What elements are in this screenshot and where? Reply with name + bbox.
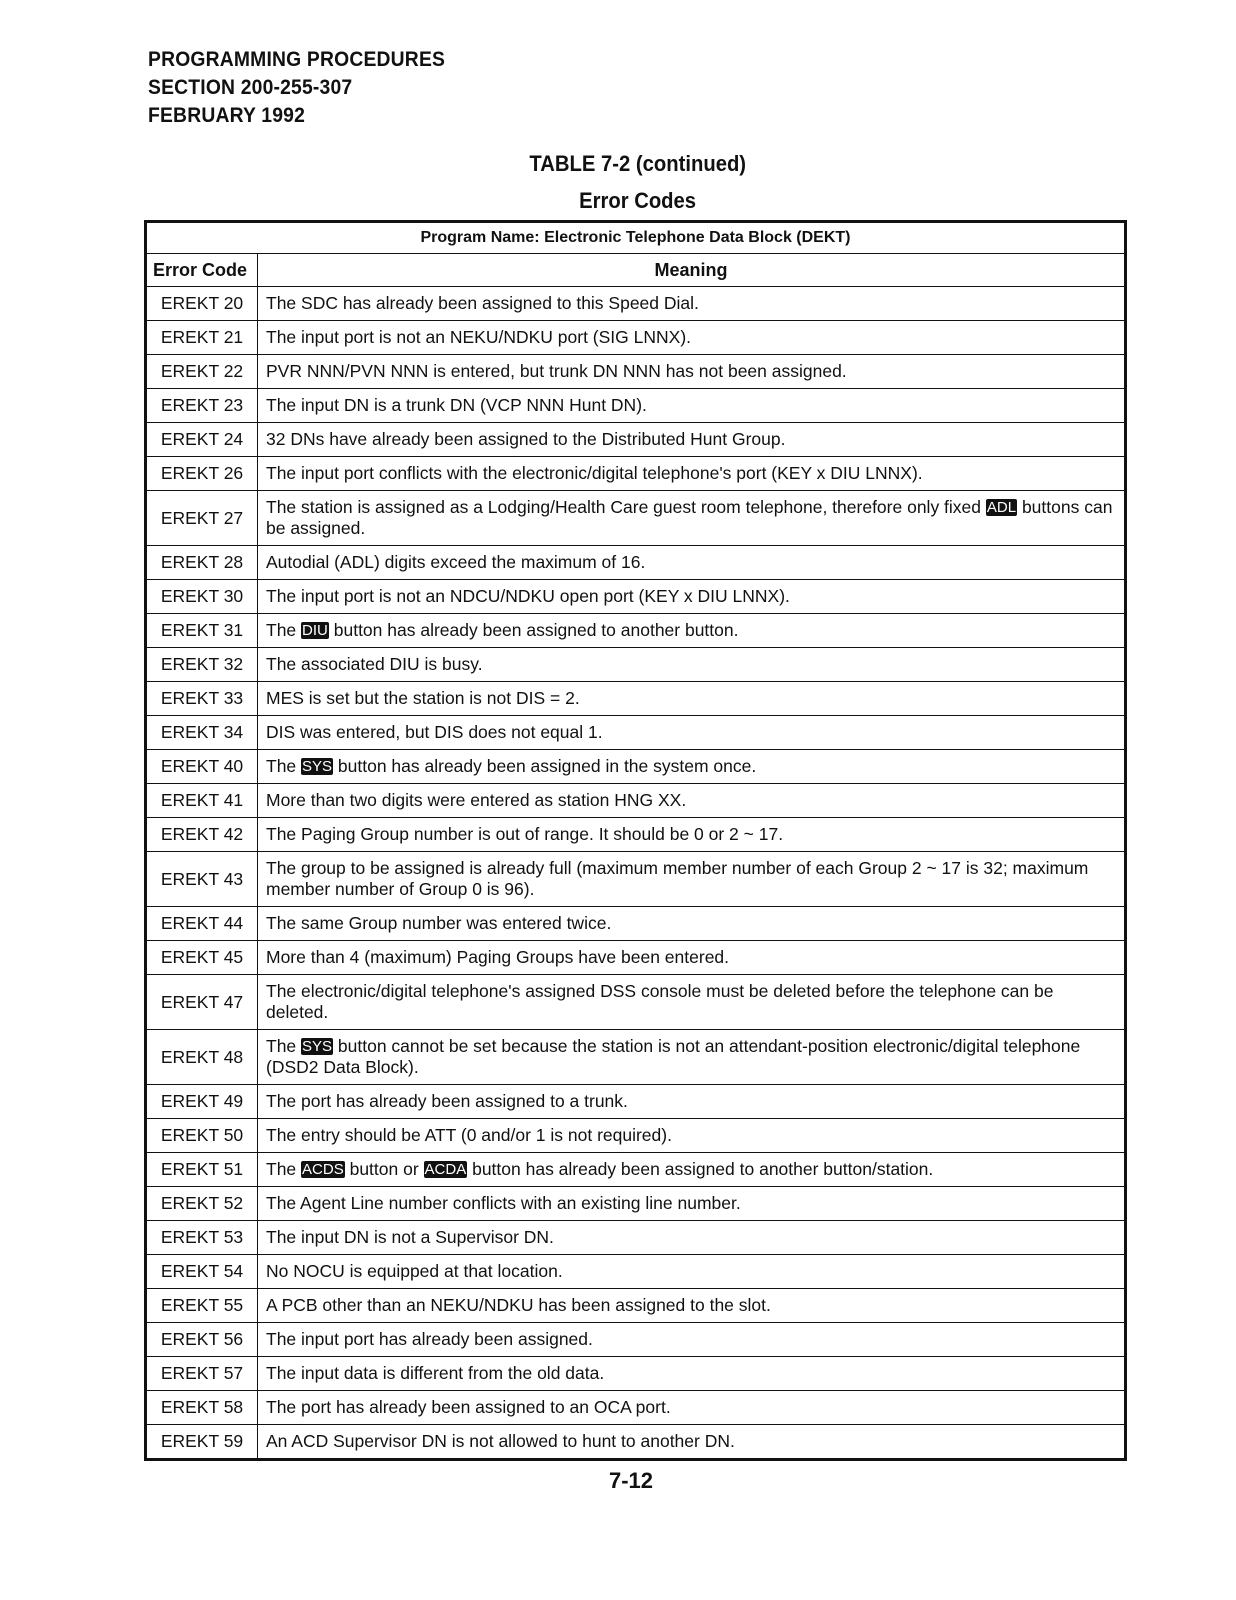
table-row [146, 852, 1126, 907]
table-row [146, 614, 1126, 648]
meaning-text: The input DN is a trunk DN (VCP NNN Hunt DN). [266, 395, 647, 415]
meaning-cell [258, 546, 1126, 580]
error-code-cell: EREKT 53 [146, 1221, 258, 1255]
table-row [146, 648, 1126, 682]
error-code-cell: EREKT 41 [146, 784, 258, 818]
meaning-cell [258, 1030, 1126, 1085]
error-code-cell: EREKT 44 [146, 907, 258, 941]
table-row [146, 750, 1126, 784]
meaning-text: The entry should be ATT (0 and/or 1 is not required). [266, 1125, 672, 1145]
error-code-cell: EREKT 50 [146, 1119, 258, 1153]
table-row [146, 682, 1126, 716]
meaning-text: The [266, 1036, 302, 1056]
table-row [146, 907, 1126, 941]
meaning-text: 32 DNs have already been assigned to the Distributed Hunt Group. [266, 429, 786, 449]
meaning-text: The input port has already been assigned. [266, 1329, 593, 1349]
meaning-text: An ACD Supervisor DN is not allowed to hunt to another DN. [266, 1431, 735, 1451]
meaning-cell [258, 423, 1126, 457]
meaning-cell [258, 941, 1126, 975]
error-code-cell: EREKT 24 [146, 423, 258, 457]
page-header [148, 46, 445, 130]
meaning-cell [258, 1425, 1126, 1460]
meaning-text: The SDC has already been assigned to this Speed Dial. [266, 293, 699, 313]
error-codes-table [144, 220, 1127, 1461]
key-label-sys: SYS [302, 1038, 333, 1055]
meaning-cell [258, 457, 1126, 491]
meaning-text: button has already been assigned to another button/station. [467, 1159, 934, 1179]
table-subtitle: Error Codes [579, 188, 697, 213]
table-row [146, 580, 1126, 614]
meaning-cell [258, 1289, 1126, 1323]
meaning-text: The group to be assigned is already full (maximum member number of each Group 2 ~ 17 is 32; maximum member number of Group 0 is 96). [266, 858, 1089, 899]
meaning-cell [258, 321, 1126, 355]
meaning-cell [258, 682, 1126, 716]
meaning-text: button or [344, 1159, 424, 1179]
table-row [146, 1323, 1126, 1357]
meaning-cell [258, 750, 1126, 784]
table-row [146, 491, 1126, 546]
meaning-cell [258, 1085, 1126, 1119]
meaning-text: The associated DIU is busy. [266, 654, 483, 674]
table-title: TABLE 7-2 (continued) [529, 151, 747, 176]
table-row [146, 1030, 1126, 1085]
table-row [146, 716, 1126, 750]
table-row [146, 321, 1126, 355]
error-code-cell: EREKT 43 [146, 852, 258, 907]
meaning-text: The electronic/digital telephone's assigned DSS console must be deleted before the telephone can be deleted. [266, 981, 1054, 1022]
meaning-cell [258, 818, 1126, 852]
error-code-cell: EREKT 26 [146, 457, 258, 491]
meaning-text: The Agent Line number conflicts with an existing line number. [266, 1193, 741, 1213]
error-code-column-header: Error Code [146, 254, 258, 287]
error-code-cell: EREKT 34 [146, 716, 258, 750]
error-code-cell: EREKT 31 [146, 614, 258, 648]
meaning-cell [258, 1391, 1126, 1425]
meaning-text: PVR NNN/PVN NNN is entered, but trunk DN NNN has not been assigned. [266, 361, 847, 381]
key-label-acds: ACDS [302, 1161, 344, 1178]
meaning-cell [258, 975, 1126, 1030]
error-code-cell: EREKT 54 [146, 1255, 258, 1289]
meaning-cell [258, 580, 1126, 614]
key-label-diu: DIU [302, 622, 328, 639]
meaning-cell [258, 648, 1126, 682]
table-row [146, 784, 1126, 818]
header-line-date: FEBRUARY 1992 [148, 104, 306, 127]
table-row [146, 1289, 1126, 1323]
table-row [146, 941, 1126, 975]
table-row [146, 1119, 1126, 1153]
error-codes-body [146, 287, 1126, 1460]
error-code-cell: EREKT 33 [146, 682, 258, 716]
error-code-cell: EREKT 58 [146, 1391, 258, 1425]
meaning-text: More than two digits were entered as station HNG XX. [266, 790, 687, 810]
meaning-text: A PCB other than an NEKU/NDKU has been assigned to the slot. [266, 1295, 771, 1315]
meaning-text: The input data is different from the old data. [266, 1363, 605, 1383]
table-row [146, 1153, 1126, 1187]
key-label-adl: ADL [986, 499, 1017, 516]
meaning-cell [258, 355, 1126, 389]
meaning-cell [258, 491, 1126, 546]
table-row [146, 975, 1126, 1030]
meaning-text: The port has already been assigned to a trunk. [266, 1091, 628, 1111]
meaning-text: The [266, 620, 302, 640]
error-code-cell: EREKT 59 [146, 1425, 258, 1460]
table-row [146, 389, 1126, 423]
meaning-cell [258, 1357, 1126, 1391]
meaning-text: The same Group number was entered twice. [266, 913, 612, 933]
meaning-cell [258, 907, 1126, 941]
error-code-cell: EREKT 56 [146, 1323, 258, 1357]
meaning-text: The [266, 756, 302, 776]
error-code-cell: EREKT 23 [146, 389, 258, 423]
table-row [146, 355, 1126, 389]
meaning-cell [258, 287, 1126, 321]
column-header-row [146, 254, 1126, 287]
meaning-cell [258, 614, 1126, 648]
meaning-cell [258, 1187, 1126, 1221]
meaning-text: More than 4 (maximum) Paging Groups have been entered. [266, 947, 730, 967]
page-number: 7-12 [608, 1468, 654, 1493]
error-code-cell: EREKT 49 [146, 1085, 258, 1119]
key-label-sys: SYS [302, 758, 333, 775]
table-row [146, 546, 1126, 580]
error-code-cell: EREKT 52 [146, 1187, 258, 1221]
meaning-text: The station is assigned as a Lodging/Health Care guest room telephone, therefore only fixed [266, 497, 986, 517]
meaning-cell [258, 716, 1126, 750]
table-row [146, 1391, 1126, 1425]
error-code-cell: EREKT 20 [146, 287, 258, 321]
meaning-text: The [266, 1159, 302, 1179]
error-code-cell: EREKT 30 [146, 580, 258, 614]
error-code-cell: EREKT 21 [146, 321, 258, 355]
meaning-cell [258, 1255, 1126, 1289]
table-row [146, 1221, 1126, 1255]
program-name-cell: Program Name: Electronic Telephone Data Block (DEKT) [146, 222, 1126, 254]
error-code-cell: EREKT 57 [146, 1357, 258, 1391]
error-code-cell: EREKT 27 [146, 491, 258, 546]
meaning-cell [258, 1221, 1126, 1255]
meaning-text: The Paging Group number is out of range. It should be 0 or 2 ~ 17. [266, 824, 784, 844]
error-code-cell: EREKT 51 [146, 1153, 258, 1187]
error-code-cell: EREKT 48 [146, 1030, 258, 1085]
error-code-cell: EREKT 28 [146, 546, 258, 580]
error-code-cell: EREKT 42 [146, 818, 258, 852]
table-row [146, 1425, 1126, 1460]
meaning-text: MES is set but the station is not DIS = 2. [266, 688, 580, 708]
header-line-section: SECTION 200-255-307 [148, 76, 353, 99]
meaning-cell [258, 784, 1126, 818]
header-line-procedures: PROGRAMMING PROCEDURES [148, 48, 446, 71]
meaning-text: buttons can be assigned. [266, 497, 1113, 538]
meaning-text: button has already been assigned in the system once. [333, 756, 757, 776]
error-code-cell: EREKT 47 [146, 975, 258, 1030]
table-row [146, 1255, 1126, 1289]
table-row [146, 1187, 1126, 1221]
table-row [146, 1085, 1126, 1119]
error-code-cell: EREKT 55 [146, 1289, 258, 1323]
table-row [146, 818, 1126, 852]
error-code-cell: EREKT 32 [146, 648, 258, 682]
error-code-cell: EREKT 45 [146, 941, 258, 975]
program-name-row [146, 222, 1126, 254]
meaning-text: The port has already been assigned to an OCA port. [266, 1397, 671, 1417]
meaning-cell [258, 389, 1126, 423]
table-row [146, 457, 1126, 491]
meaning-cell [258, 1119, 1126, 1153]
meaning-text: button has already been assigned to another button. [328, 620, 739, 640]
error-code-cell: EREKT 40 [146, 750, 258, 784]
error-code-cell: EREKT 22 [146, 355, 258, 389]
key-label-acda: ACDA [424, 1161, 467, 1178]
meaning-cell [258, 852, 1126, 907]
meaning-cell [258, 1153, 1126, 1187]
meaning-text: The input port is not an NEKU/NDKU port (SIG LNNX). [266, 327, 692, 347]
meaning-text: No NOCU is equipped at that location. [266, 1261, 563, 1281]
meaning-text: The input port conflicts with the electronic/digital telephone's port (KEY x DIU LNNX). [266, 463, 923, 483]
meaning-text: DIS was entered, but DIS does not equal 1. [266, 722, 603, 742]
meaning-text: button cannot be set because the station is not an attendant-position electronic/digital telephone (DSD2 Data Block). [266, 1036, 1081, 1077]
meaning-text: The input port is not an NDCU/NDKU open port (KEY x DIU LNNX). [266, 586, 790, 606]
table-row [146, 1357, 1126, 1391]
meaning-cell [258, 1323, 1126, 1357]
meaning-column-header: Meaning [258, 254, 1126, 287]
table-row [146, 287, 1126, 321]
meaning-text: Autodial (ADL) digits exceed the maximum of 16. [266, 552, 646, 572]
meaning-text: The input DN is not a Supervisor DN. [266, 1227, 554, 1247]
table-row [146, 423, 1126, 457]
